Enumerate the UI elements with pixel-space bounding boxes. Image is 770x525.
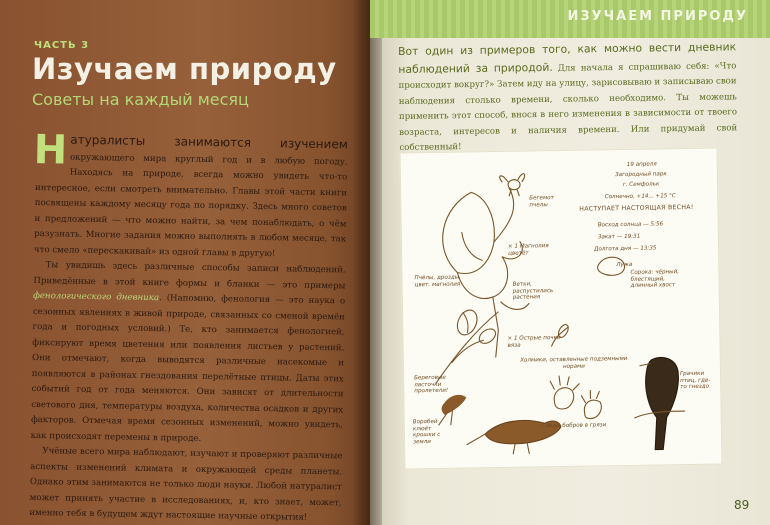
- section-title: ИЗУЧАЕМ ПРИРОДУ: [567, 9, 748, 24]
- chapter-subtitle: Советы на каждый месяц: [32, 90, 249, 109]
- paragraph-1: [33, 126, 348, 263]
- puddle-note: Лужа: [616, 261, 633, 269]
- footprints-note: Следы бобров в грязи: [541, 422, 607, 430]
- lead-words: атуралисты занимаются изучением: [70, 132, 348, 152]
- part-label: ЧАСТЬ 3: [34, 40, 90, 51]
- intro-rest: Для начала я спрашиваю себя: «Что происходит вокруг?» Затем иду на улицу, зарисовываю и записываю свои наблюдения столько времени, сколько необходимо. Ты можешь применить этот способ, внося в него изменения в зависимости от твоего возраста, интересов и наличия времени. Или придумай свой собственный!: [398, 60, 738, 153]
- intro-lead: Вот один из примеров того, как можно вести дневник наблюдений за природой.: [398, 40, 737, 76]
- paragraph-3: [29, 444, 342, 525]
- page-number: 89: [734, 498, 750, 512]
- footprints-drawing: [550, 375, 601, 419]
- sketch-sunset: Закат — 19:31: [597, 233, 641, 241]
- buds-note: Ветки, распустились растения: [512, 281, 554, 301]
- paragraph-2-text-a: Ты увидишь здесь различные способы записи наблюдений. Приведённые в этой книге формы и бланки — это примеры: [33, 260, 346, 291]
- right-body-text: [398, 39, 738, 156]
- sketch-headline: НАСТУПАЕТ НАСТОЯЩАЯ ВЕСНА!: [579, 203, 694, 213]
- left-page: [0, 0, 372, 525]
- twig-drawing: [435, 306, 499, 383]
- bee-drawing: [500, 174, 525, 196]
- elm-note: × 1 Острые почки вяза: [507, 335, 561, 349]
- bee-note: Бегемот пчелы: [529, 195, 554, 209]
- chapter-title: Изучаем природу: [32, 52, 337, 86]
- swallow-note: Береговые ласточки пролетели!: [414, 374, 449, 395]
- drop-cap: Н: [33, 126, 68, 174]
- paragraph-2-text-b: . (Напомню, фенология — это наука о сезонных явлениях в живой природе, связанных со сменой времён года и погодных условий.) Те, кто занимается фенологией, фиксируют время цветения или появления листьев у растений. Они отмечают, когда выводятся различные насекомые и появляются в районах гнездования перелётные птицы. Даты этих событий год от года меняются. Они зависят от длительности светового дня, температуры воздуха, количества осадков и других факторов. Отмечая время сезонных изменений, можно увидеть, как происходят перемены в природе.: [30, 293, 346, 444]
- header-band: [370, 0, 770, 38]
- magnolia-side-note: Пчёлы, дрозды, цвет. магнолия: [414, 274, 461, 288]
- paragraph-2: [31, 258, 346, 449]
- tracks-note: Холмики, оставленные подземными норами: [520, 355, 628, 370]
- sparrow-note: Воробей клюёт крошки с земли: [412, 418, 441, 446]
- jay-note: Грачики птиц, где-то гнездо: [679, 370, 711, 391]
- magpie-drawing: [634, 357, 685, 450]
- nature-diary-sketch: [400, 148, 723, 470]
- book-gutter: [352, 0, 382, 525]
- sketch-sunrise: Восход солнца — 5:56: [597, 221, 664, 229]
- sketch-date: 19 апреля: [626, 161, 657, 168]
- sketch-daylength: Долгота дня — 13:35: [594, 245, 657, 253]
- magnolia-note: × 1 Магнолия цветёт: [507, 243, 549, 257]
- phenology-diary-term: фенологического дневника: [33, 290, 160, 304]
- sketch-place: Загородный парк: [615, 171, 667, 179]
- magnolia-drawing: [442, 188, 530, 358]
- paragraph-3-text: Учёные всего мира наблюдают, изучают и проверяют различные аспекты изменений климата и окружающей среды планеты. Однако этим занимаются не только люди науки. Любой натуралист может принять участие в исследованиях, и, кто знает, может, именно тебя в будущем ждут настоящие научные открытия!: [29, 446, 343, 523]
- sketch-city: г. Семфольк: [622, 181, 660, 189]
- left-body-text: [29, 126, 348, 525]
- paragraph-1-text: окружающего мира круглый год и в любую погоду. Находясь на природе, всегда можно увидеть что-то интересное, если смотреть внимательно. Главы этой части книги посвящены каждому месяцу года по порядку. Здесь много советов и предложений — что можно найти, за чем понаблюдать, о чём разузнать. Многие задания можно выполнять в любом месяце, так что смело «перескакивай» из одной главы в другую!: [33, 152, 348, 259]
- magpie-side-note: Сорока: чёрный, блестящий, длинный хвост: [630, 269, 680, 290]
- sketch-weather: Солнечно, +14... +15 °С: [604, 193, 676, 201]
